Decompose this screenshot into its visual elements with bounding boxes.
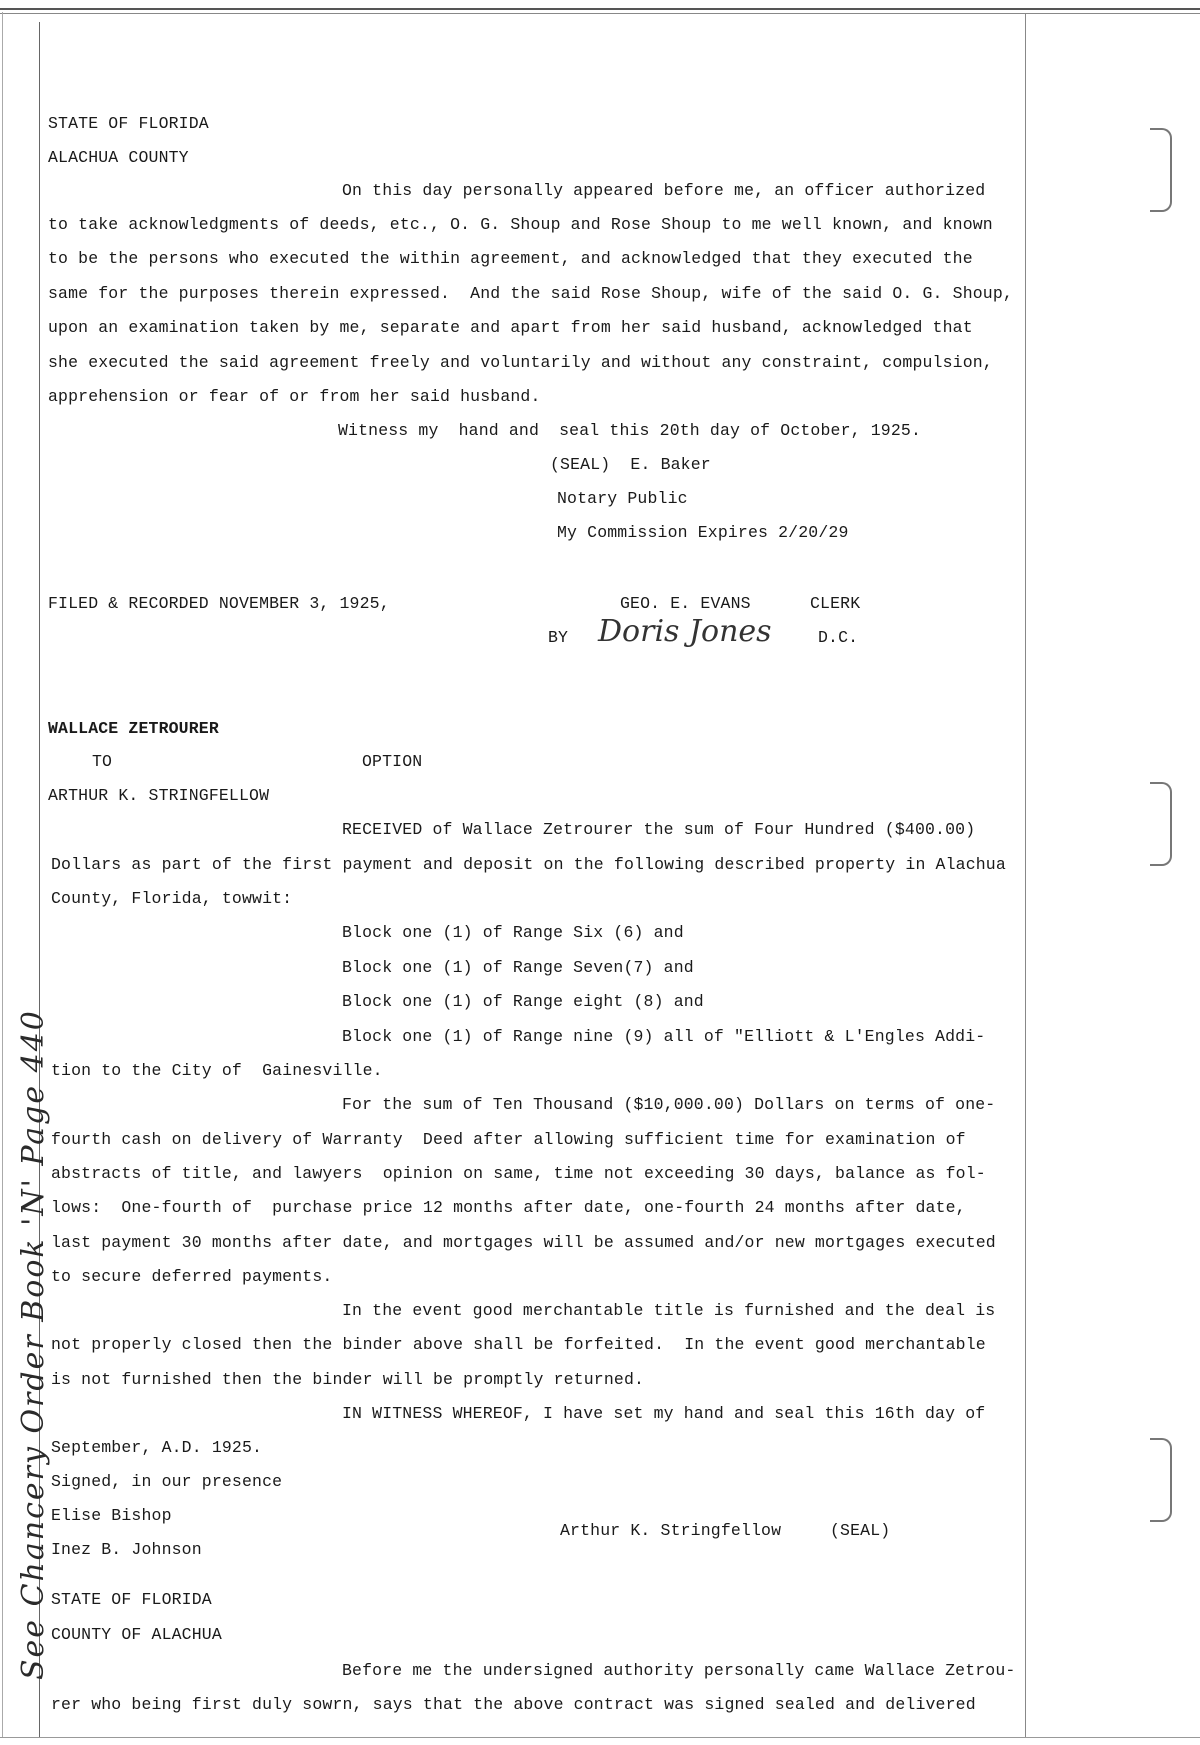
margin-annotation: See Chancery Order Book 'N' Page 440 xyxy=(16,1009,51,1680)
signer-seal: (SEAL) xyxy=(830,1521,891,1540)
witness-name: Inez B. Johnson xyxy=(51,1540,202,1559)
body-line: September, A.D. 1925. xyxy=(51,1438,263,1457)
body-line: IN WITNESS WHEREOF, I have set my hand and seal this 16th day of xyxy=(342,1404,986,1423)
commission-expiry: My Commission Expires 2/20/29 xyxy=(557,523,849,542)
body-line: to secure deferred payments. xyxy=(51,1267,333,1286)
body-line: rer who being first duly sowrn, says that the above contract was signed sealed and delivered xyxy=(51,1695,976,1714)
by-label: BY xyxy=(548,628,569,647)
filed-recorded-line: FILED & RECORDED NOVEMBER 3, 1925, xyxy=(48,594,390,613)
body-line: On this day personally appeared before me, an officer authorized xyxy=(342,181,986,200)
binder-hole-mark xyxy=(1150,782,1172,866)
document-type: OPTION xyxy=(362,752,423,771)
witness-name: Elise Bishop xyxy=(51,1506,172,1525)
signer-name: Arthur K. Stringfellow xyxy=(560,1521,782,1540)
body-line: same for the purposes therein expressed. And the said Rose Shoup, wife of the said O. G. Shoup, xyxy=(48,284,1013,303)
body-line: lows: One-fourth of purchase price 12 months after date, one-fourth 24 months after date, xyxy=(51,1198,966,1217)
body-line: In the event good merchantable title is furnished and the deal is xyxy=(342,1301,996,1320)
body-line: to be the persons who executed the within agreement, and acknowledged that they executed the xyxy=(48,249,973,268)
seal-line: (SEAL) E. Baker xyxy=(550,455,711,474)
clerk-name: GEO. E. EVANS xyxy=(620,594,751,613)
body-line: County, Florida, towwit: xyxy=(51,889,293,908)
property-line: Block one (1) of Range nine (9) all of "Elliott & L'Engles Addi- xyxy=(342,1027,986,1046)
body-line: last payment 30 months after date, and mortgages will be assumed and/or new mortgages executed xyxy=(51,1233,996,1252)
body-line: she executed the said agreement freely and voluntarily and without any constraint, compulsion, xyxy=(48,353,993,372)
body-line: is not furnished then the binder will be promptly returned. xyxy=(51,1370,645,1389)
county-heading: COUNTY OF ALACHUA xyxy=(51,1625,222,1644)
body-line: not properly closed then the binder above shall be forfeited. In the event good merchantable xyxy=(51,1335,986,1354)
witness-line: Witness my hand and seal this 20th day of October, 1925. xyxy=(338,421,921,440)
bottom-rule xyxy=(0,1737,1200,1738)
body-line: RECEIVED of Wallace Zetrourer the sum of Four Hundred ($400.00) xyxy=(342,820,976,839)
body-line: apprehension or fear of or from her said husband. xyxy=(48,387,541,406)
body-line: For the sum of Ten Thousand ($10,000.00) Dollars on terms of one- xyxy=(342,1095,996,1114)
body-line: upon an examination taken by me, separate and apart from her said husband, acknowledged that xyxy=(48,318,973,337)
binder-hole-mark xyxy=(1150,1438,1172,1522)
grantee-name: ARTHUR K. STRINGFELLOW xyxy=(48,786,270,805)
body-line: Dollars as part of the first payment and deposit on the following described property in Alachua xyxy=(51,855,1006,874)
witnesses-heading: Signed, in our presence xyxy=(51,1472,283,1491)
left-edge-line xyxy=(2,12,3,1737)
body-line: abstracts of title, and lawyers opinion on same, time not exceeding 30 days, balance as fol- xyxy=(51,1164,986,1183)
to-label: TO xyxy=(92,752,113,771)
body-line: Before me the undersigned authority personally came Wallace Zetrou- xyxy=(342,1661,1016,1680)
body-line: to take acknowledgments of deeds, etc., O. G. Shoup and Rose Shoup to me well known, and known xyxy=(48,215,993,234)
top-rule xyxy=(0,8,1200,10)
body-line: tion to the City of Gainesville. xyxy=(51,1061,383,1080)
property-line: Block one (1) of Range Seven(7) and xyxy=(342,958,694,977)
property-line: Block one (1) of Range Six (6) and xyxy=(342,923,684,942)
deputy-clerk-signature: Doris Jones xyxy=(598,614,772,649)
county-heading: ALACHUA COUNTY xyxy=(48,148,189,167)
binder-hole-mark xyxy=(1150,128,1172,212)
state-heading: STATE OF FLORIDA xyxy=(48,114,209,133)
clerk-title: CLERK xyxy=(810,594,861,613)
grantor-name: WALLACE ZETROURER xyxy=(48,719,219,738)
top-rule-secondary xyxy=(0,13,1200,14)
property-line: Block one (1) of Range eight (8) and xyxy=(342,992,704,1011)
body-line: fourth cash on delivery of Warranty Deed after allowing sufficient time for examination of xyxy=(51,1130,966,1149)
deputy-clerk-label: D.C. xyxy=(818,628,859,647)
state-heading: STATE OF FLORIDA xyxy=(51,1590,212,1609)
notary-title: Notary Public xyxy=(557,489,688,508)
right-margin-line xyxy=(1025,14,1026,1737)
